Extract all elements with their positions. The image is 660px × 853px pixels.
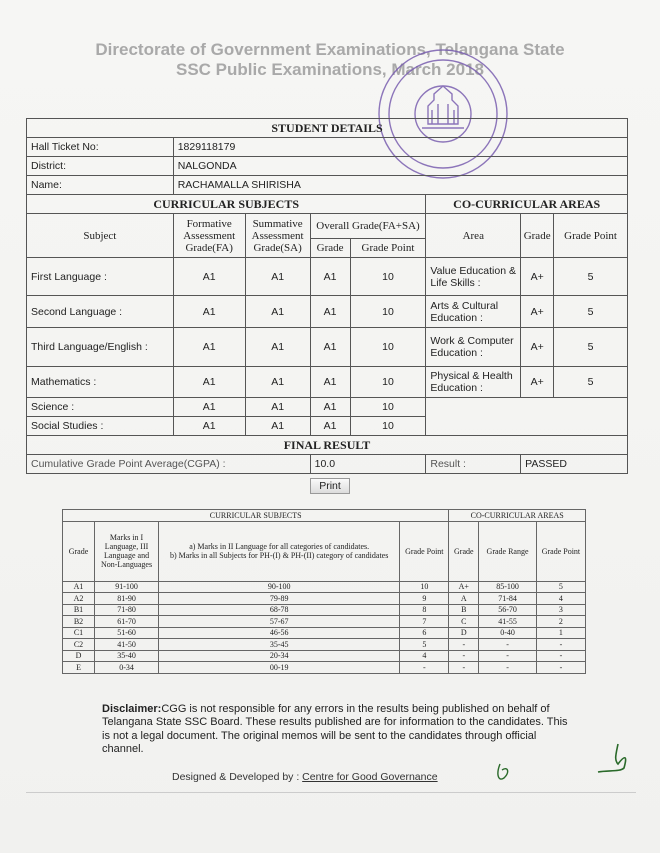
key-co-range: 85-100 bbox=[479, 581, 537, 593]
key-gp: 6 bbox=[400, 627, 449, 639]
key-grade: B1 bbox=[63, 604, 95, 616]
key-marks1: 0-34 bbox=[95, 662, 159, 674]
key-row bbox=[63, 604, 586, 616]
disclaimer-label: Disclaimer: bbox=[102, 703, 162, 715]
fa-grade: A1 bbox=[173, 398, 245, 417]
grade-point: 10 bbox=[350, 398, 426, 417]
overall-grade: A1 bbox=[310, 296, 350, 328]
key-col-co-grade: Grade bbox=[449, 521, 479, 581]
key-col-co-gp: Grade Point bbox=[536, 521, 585, 581]
col-subject-header: Subject bbox=[27, 214, 174, 258]
key-col-gp: Grade Point bbox=[400, 521, 449, 581]
co-area-name: Physical & Health Education : bbox=[426, 367, 521, 398]
fa-grade: A1 bbox=[173, 296, 245, 328]
key-grade: D bbox=[63, 650, 95, 662]
overall-grade: A1 bbox=[310, 367, 350, 398]
key-marks2: 57-67 bbox=[159, 616, 400, 628]
col-grade-header: Grade bbox=[310, 239, 350, 258]
page-heading-exam: SSC Public Examinations, March 2018 bbox=[175, 60, 484, 79]
key-co-range: - bbox=[479, 639, 537, 651]
grade-point: 10 bbox=[350, 328, 426, 367]
co-grade-point: 5 bbox=[554, 328, 628, 367]
co-grade: A+ bbox=[521, 328, 554, 367]
grade-point: 10 bbox=[350, 417, 426, 436]
key-grade: C2 bbox=[63, 639, 95, 651]
key-gp: - bbox=[400, 662, 449, 674]
key-col-range: Grade Range bbox=[479, 521, 537, 581]
sa-grade: A1 bbox=[245, 367, 310, 398]
result-label: Result : bbox=[426, 455, 521, 474]
co-grade-point: 5 bbox=[554, 296, 628, 328]
key-grade: A2 bbox=[63, 593, 95, 605]
sa-grade: A1 bbox=[245, 328, 310, 367]
key-gp: 4 bbox=[400, 650, 449, 662]
key-gp: 5 bbox=[400, 639, 449, 651]
co-curricular-areas-title: CO-CURRICULAR AREAS bbox=[426, 195, 628, 214]
key-co-title: CO-CURRICULAR AREAS bbox=[449, 510, 586, 522]
key-grade: B2 bbox=[63, 616, 95, 628]
key-row bbox=[63, 627, 586, 639]
district-label: District: bbox=[27, 157, 174, 176]
key-col-marks2b: b) Marks in all Subjects for PH-(I) & PH-(II) category of candidates bbox=[169, 551, 389, 560]
key-row bbox=[63, 616, 586, 628]
key-marks1: 41-50 bbox=[95, 639, 159, 651]
grade-point: 10 bbox=[350, 258, 426, 296]
key-marks2: 90-100 bbox=[159, 581, 400, 593]
grade-point: 10 bbox=[350, 367, 426, 398]
key-co-gp: - bbox=[536, 639, 585, 651]
key-marks1: 91-100 bbox=[95, 581, 159, 593]
name-label: Name: bbox=[27, 176, 174, 195]
key-co-grade: - bbox=[449, 639, 479, 651]
key-co-gp: 3 bbox=[536, 604, 585, 616]
key-marks2: 35-45 bbox=[159, 639, 400, 651]
key-co-grade: B bbox=[449, 604, 479, 616]
key-co-grade: - bbox=[449, 650, 479, 662]
hall-ticket-value: 1829118179 bbox=[173, 138, 627, 157]
key-gp: 7 bbox=[400, 616, 449, 628]
key-marks1: 71-80 bbox=[95, 604, 159, 616]
district-value: NALGONDA bbox=[173, 157, 627, 176]
footer-designed-label: Designed & Developed by : bbox=[172, 771, 303, 783]
co-area-name: Value Education & Life Skills : bbox=[426, 258, 521, 296]
key-co-grade: C bbox=[449, 616, 479, 628]
co-grade: A+ bbox=[521, 296, 554, 328]
co-area-name: Arts & Cultural Education : bbox=[426, 296, 521, 328]
co-grade-point: 5 bbox=[554, 258, 628, 296]
co-empty-cell bbox=[426, 398, 628, 436]
sa-grade: A1 bbox=[245, 398, 310, 417]
key-gp: 8 bbox=[400, 604, 449, 616]
cgpa-label: Cumulative Grade Point Average(CGPA) : bbox=[27, 455, 311, 474]
hall-ticket-label: Hall Ticket No: bbox=[27, 138, 174, 157]
final-result-title: FINAL RESULT bbox=[27, 436, 628, 455]
student-details-title: STUDENT DETAILS bbox=[27, 119, 628, 138]
col-co-grade-header: Grade bbox=[521, 214, 554, 258]
overall-grade: A1 bbox=[310, 398, 350, 417]
key-marks1: 61-70 bbox=[95, 616, 159, 628]
key-co-grade: A bbox=[449, 593, 479, 605]
key-row bbox=[63, 593, 586, 605]
overall-grade: A1 bbox=[310, 328, 350, 367]
fa-grade: A1 bbox=[173, 367, 245, 398]
col-gp-header: Grade Point bbox=[350, 239, 426, 258]
key-co-range: 56-70 bbox=[479, 604, 537, 616]
subject-name: Social Studies : bbox=[27, 417, 174, 436]
sa-grade: A1 bbox=[245, 258, 310, 296]
subject-name: Mathematics : bbox=[27, 367, 174, 398]
key-row bbox=[63, 662, 586, 674]
co-area-name: Work & Computer Education : bbox=[426, 328, 521, 367]
key-marks2: 46-56 bbox=[159, 627, 400, 639]
key-row bbox=[63, 650, 586, 662]
fa-grade: A1 bbox=[173, 328, 245, 367]
key-col-marks2a: a) Marks in II Language for all categories of candidates. bbox=[189, 542, 370, 551]
key-marks1: 35-40 bbox=[95, 650, 159, 662]
key-co-range: - bbox=[479, 650, 537, 662]
co-grade-point: 5 bbox=[554, 367, 628, 398]
key-curricular-title: CURRICULAR SUBJECTS bbox=[63, 510, 449, 522]
key-marks1: 81-90 bbox=[95, 593, 159, 605]
key-co-range: 41-55 bbox=[479, 616, 537, 628]
key-co-range: 71-84 bbox=[479, 593, 537, 605]
result-value: PASSED bbox=[521, 455, 628, 474]
subject-name: Second Language : bbox=[27, 296, 174, 328]
col-fa-header: Formative Assessment Grade(FA) bbox=[173, 214, 245, 258]
key-marks2: 79-89 bbox=[159, 593, 400, 605]
cgpa-value: 10.0 bbox=[310, 455, 426, 474]
key-col-grade: Grade bbox=[63, 521, 95, 581]
key-co-grade: - bbox=[449, 662, 479, 674]
key-col-marks2 bbox=[159, 521, 400, 581]
key-co-range: - bbox=[479, 662, 537, 674]
col-sa-header: Summative Assessment Grade(SA) bbox=[245, 214, 310, 258]
key-marks2: 68-78 bbox=[159, 604, 400, 616]
key-row bbox=[63, 581, 586, 593]
print-row bbox=[0, 476, 660, 494]
marks-memo-table bbox=[26, 118, 628, 474]
col-co-gp-header: Grade Point bbox=[554, 214, 628, 258]
page-heading-directorate: Directorate of Government Examinations, Telangana State bbox=[95, 40, 565, 59]
footer-credit bbox=[172, 771, 438, 783]
key-row bbox=[63, 639, 586, 651]
subject-name: First Language : bbox=[27, 258, 174, 296]
key-marks1: 51-60 bbox=[95, 627, 159, 639]
key-co-grade: D bbox=[449, 627, 479, 639]
key-co-range: 0-40 bbox=[479, 627, 537, 639]
sa-grade: A1 bbox=[245, 296, 310, 328]
key-grade: A1 bbox=[63, 581, 95, 593]
key-co-gp: 1 bbox=[536, 627, 585, 639]
overall-grade: A1 bbox=[310, 417, 350, 436]
key-co-grade: A+ bbox=[449, 581, 479, 593]
co-grade: A+ bbox=[521, 258, 554, 296]
key-col-marks1: Marks in I Language, III Language and Non-Languages bbox=[95, 521, 159, 581]
fa-grade: A1 bbox=[173, 417, 245, 436]
key-marks2: 00-19 bbox=[159, 662, 400, 674]
curricular-subjects-title: CURRICULAR SUBJECTS bbox=[27, 195, 426, 214]
key-co-gp: 4 bbox=[536, 593, 585, 605]
print-button[interactable]: Print bbox=[310, 478, 350, 494]
key-grade: E bbox=[63, 662, 95, 674]
sa-grade: A1 bbox=[245, 417, 310, 436]
subject-name: Science : bbox=[27, 398, 174, 417]
key-co-gp: - bbox=[536, 650, 585, 662]
col-overall-header: Overall Grade(FA+SA) bbox=[310, 214, 426, 239]
disclaimer-text: CGG is not responsible for any errors in the results being published on behalf of Telangana State SSC Board. These results published are for information to the candidates. This is not a legal document. The original memos will be sent to the candidates through official channel. bbox=[102, 703, 568, 755]
key-grade: C1 bbox=[63, 627, 95, 639]
overall-grade: A1 bbox=[310, 258, 350, 296]
key-gp: 10 bbox=[400, 581, 449, 593]
cgg-link[interactable]: Centre for Good Governance bbox=[302, 771, 438, 783]
key-marks2: 20-34 bbox=[159, 650, 400, 662]
col-area-header: Area bbox=[426, 214, 521, 258]
key-co-gp: 2 bbox=[536, 616, 585, 628]
subject-name: Third Language/English : bbox=[27, 328, 174, 367]
co-grade: A+ bbox=[521, 367, 554, 398]
name-value: RACHAMALLA SHIRISHA bbox=[173, 176, 627, 195]
key-co-gp: - bbox=[536, 662, 585, 674]
key-co-gp: 5 bbox=[536, 581, 585, 593]
grade-point: 10 bbox=[350, 296, 426, 328]
headmaster-signature-stamp-icon bbox=[468, 742, 660, 842]
fa-grade: A1 bbox=[173, 258, 245, 296]
key-gp: 9 bbox=[400, 593, 449, 605]
grading-key-table bbox=[62, 509, 586, 674]
